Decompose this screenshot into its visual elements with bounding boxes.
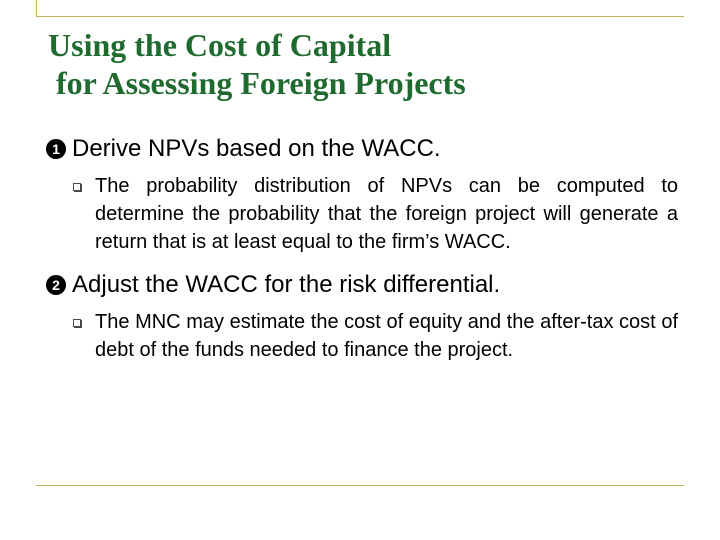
point-1-text: Derive NPVs based on the WACC.: [72, 135, 441, 162]
slide-title: [48, 26, 678, 102]
square-bullet-icon: [73, 183, 81, 191]
square-bullet-icon: [73, 319, 81, 327]
circled-number-1-icon: 1: [46, 139, 66, 159]
point-1: [46, 134, 678, 164]
point-2: [46, 270, 678, 300]
top-left-rule-tick: [36, 0, 37, 16]
circled-number-2-icon: 2: [46, 275, 66, 295]
slide-body: [46, 134, 678, 378]
top-divider: [36, 16, 684, 17]
point-1-sub: [70, 172, 678, 256]
point-2-sub-text: The MNC may estimate the cost of equity and the after-tax cost of debt of the funds needed to finance the project.: [95, 311, 678, 361]
point-2-sub: [70, 308, 678, 364]
point-2-text: Adjust the WACC for the risk differential.: [72, 271, 501, 298]
point-1-sub-text: The probability distribution of NPVs can be computed to determine the probability that the foreign project will generate a return that is at least equal to the firm’s WACC.: [95, 175, 678, 253]
slide-title-line-2: for Assessing Foreign Projects: [48, 65, 466, 101]
slide-title-line-1: Using the Cost of Capital: [48, 27, 392, 63]
bottom-divider: [36, 485, 684, 486]
